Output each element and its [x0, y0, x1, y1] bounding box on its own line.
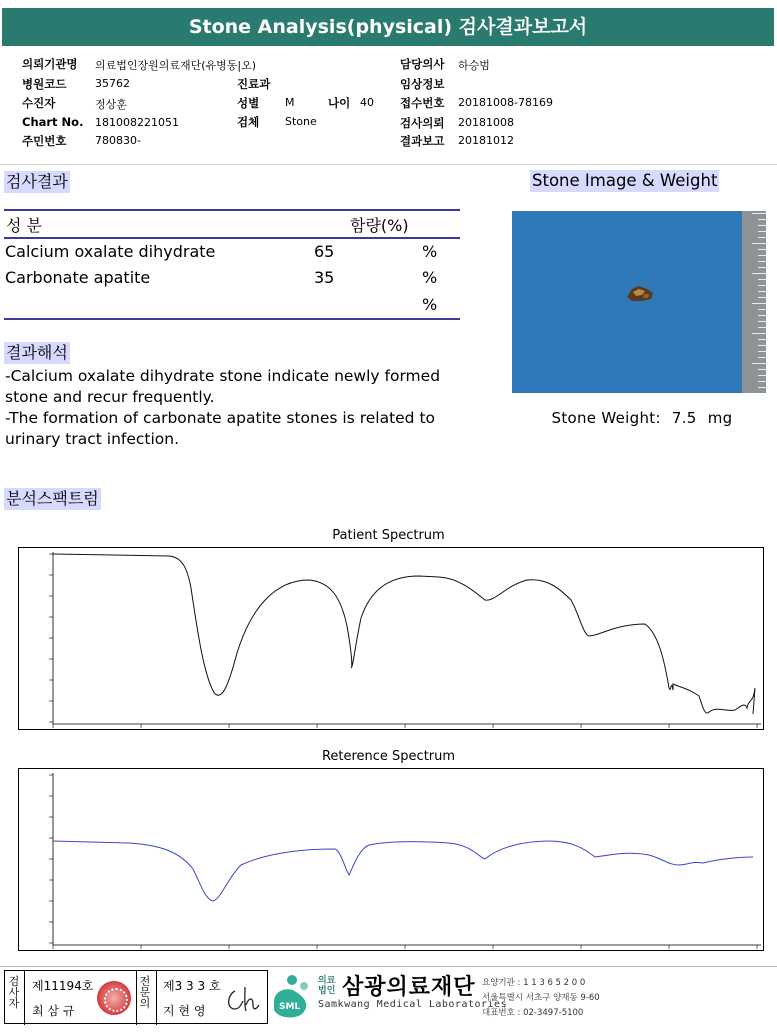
ruler-tick [758, 387, 766, 388]
col-content-header: 함량(%) [350, 216, 409, 235]
specialist-vertical-label: 전문의 [139, 975, 151, 1010]
stamp-divider [24, 971, 25, 1025]
specimen-label: 검체 [237, 115, 260, 129]
request-value: 20181008 [458, 116, 514, 129]
patient-spectrum-chart [18, 547, 764, 730]
ruler-tick [758, 339, 766, 340]
ruler-tick [752, 243, 766, 244]
ruler-tick [758, 315, 766, 316]
ruler-tick [758, 237, 766, 238]
reference-spectrum-chart [18, 768, 764, 951]
ruler-tick [752, 213, 766, 214]
ruler-tick [752, 363, 766, 364]
patient-spectrum-line [53, 554, 755, 714]
ruler-tick [758, 381, 766, 382]
stone-heading: Stone Image & Weight [532, 171, 718, 190]
ruler-tick [758, 357, 766, 358]
patient-value: 정상훈 [95, 98, 127, 111]
reference-spectrum-title: Reterence Spectrum [321, 749, 456, 764]
table-row-unit: % [422, 295, 438, 314]
ruler-tick [758, 249, 766, 250]
stamp-divider [136, 971, 137, 1025]
specimen-value: Stone [285, 115, 317, 128]
reference-spectrum-line [53, 841, 753, 901]
stone-icon [624, 283, 656, 303]
patient-spectrum-title: Patient Spectrum [332, 528, 445, 543]
sml-logo-icon [272, 972, 312, 1020]
ruler-tick [758, 261, 766, 262]
org-name: 삼광의료재단 [342, 975, 476, 1000]
hospital-code-label: 병원코드 [22, 77, 67, 91]
id-label: 주민번호 [22, 134, 67, 148]
table-header-rule [4, 237, 460, 239]
ruler-scale [742, 211, 766, 393]
info-divider [0, 164, 777, 165]
doctor-value: 하승범 [458, 59, 490, 72]
stone-photo [512, 211, 766, 393]
tester-vertical-label: 검사자 [8, 975, 20, 1010]
interpretation-heading: 결과해석 [6, 343, 68, 362]
results-table [4, 209, 460, 321]
ruler-tick [758, 231, 766, 232]
tester-name: 최 삼 규 [32, 1004, 75, 1018]
footer-divider [0, 966, 777, 967]
table-row-value: 35 [314, 268, 335, 287]
sex-value: M [285, 96, 295, 109]
report-title: Stone Analysis(physical) 검사결과보고서 [2, 8, 774, 46]
ruler-tick [758, 375, 766, 376]
spectrum-axis [53, 552, 761, 724]
ruler-tick [758, 255, 766, 256]
ruler-tick [758, 345, 766, 346]
stone-weight [512, 409, 766, 427]
patient-label: 수진자 [22, 96, 56, 110]
table-row-unit: % [422, 242, 438, 261]
ruler-tick [758, 285, 766, 286]
institution-code: 요양기관 : 1 1 3 6 5 2 0 0 [482, 978, 586, 988]
org-english-name: Samkwang Medical Laboratories [318, 999, 508, 1010]
ruler-tick [752, 303, 766, 304]
ruler-tick [758, 309, 766, 310]
specialist-name: 지 현 영 [163, 1004, 206, 1018]
dept-label: 진료과 [237, 77, 271, 91]
table-row-unit: % [422, 268, 438, 287]
ruler-tick [758, 321, 766, 322]
seal-stamp-icon [97, 981, 131, 1015]
col-component-header: 성 분 [6, 216, 42, 235]
stone-weight-label: Stone Weight: [551, 409, 661, 427]
accession-value: 20181008-78169 [458, 96, 553, 109]
chart-no-value: 181008221051 [95, 116, 179, 129]
age-label: 나이 [328, 96, 351, 110]
interpretation-line-1: -Calcium oxalate dihydrate stone indicate newly formed stone and recur frequently. [5, 367, 441, 406]
tester-license-no: 제11194호 [32, 979, 94, 993]
doctor-label: 담당의사 [400, 57, 445, 71]
spectrum-heading: 분석스팩트럼 [6, 489, 99, 508]
signature-box [4, 970, 268, 1024]
signature-icon [223, 985, 263, 1015]
ruler-tick [758, 327, 766, 328]
ruler-tick [758, 279, 766, 280]
stone-weight-value: 7.5 [671, 409, 697, 427]
table-row-name: Calcium oxalate dihydrate [5, 242, 216, 261]
reference-spectrum-plot [19, 769, 765, 952]
clinical-label: 임상정보 [400, 77, 445, 91]
accession-label: 접수번호 [400, 96, 445, 110]
sex-label: 성별 [237, 96, 260, 110]
results-heading: 검사결과 [6, 172, 68, 191]
org-value: 의료법인장원의료재단(유병동|오) [95, 59, 257, 72]
table-row-value: 65 [314, 242, 335, 261]
svg-text:SML: SML [279, 1002, 301, 1012]
chart-no-label: Chart No. [22, 115, 84, 129]
interpretation-line-2: -The formation of carbonate apatite stones is related to urinary tract infection. [5, 409, 436, 448]
org-type: 의료법인 [318, 976, 336, 996]
stone-weight-unit: mg [707, 409, 733, 427]
stamp-divider [156, 971, 157, 1025]
ruler-tick [752, 333, 766, 334]
patient-spectrum-plot [19, 548, 765, 731]
ruler-tick [758, 291, 766, 292]
table-row-name: Carbonate apatite [5, 268, 151, 287]
interpretation-text [5, 366, 465, 450]
specialist-license-no: 제3 3 3 호 [163, 979, 221, 993]
org-phone: 대표번호 : 02-3497-5100 [482, 1008, 584, 1018]
id-value: 780830- [95, 134, 141, 147]
org-label: 의뢰기관명 [22, 57, 78, 71]
table-top-rule [4, 209, 460, 211]
spectrum-axis [53, 773, 761, 945]
age-value: 40 [360, 96, 374, 109]
ruler-tick [758, 351, 766, 352]
ruler-tick [758, 267, 766, 268]
report-date-label: 결과보고 [400, 134, 445, 148]
ruler-tick [758, 219, 766, 220]
ruler-tick [758, 369, 766, 370]
ruler-tick [758, 297, 766, 298]
org-address: 서울특별시 서초구 양재동 9-60 [482, 993, 600, 1003]
hospital-code-value: 35762 [95, 77, 130, 90]
request-label: 검사의뢰 [400, 116, 445, 130]
table-bottom-rule [4, 318, 460, 320]
ruler-tick [752, 273, 766, 274]
report-date-value: 20181012 [458, 134, 514, 147]
ruler-tick [758, 225, 766, 226]
patient-info-block [0, 50, 777, 162]
